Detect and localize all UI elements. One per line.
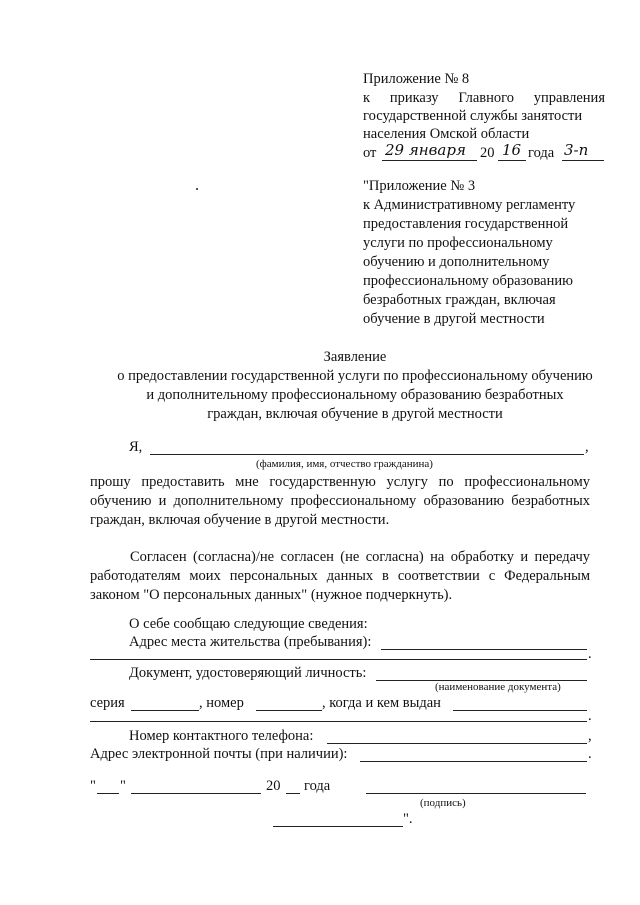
annex8-date-year-prefix: 20 <box>480 145 495 161</box>
info-intro: О себе сообщаю следующие сведения: <box>129 616 368 632</box>
annex8-order-line3: населения Омской области <box>363 126 530 142</box>
name-caption: (фамилия, имя, отчество гражданина) <box>256 458 433 470</box>
annex3-line5: обучению и дополнительному <box>363 254 550 270</box>
issued-field-continued[interactable] <box>90 721 587 722</box>
doc-title-line2: о предоставлении государственной услуги по профессиональному обучению <box>117 368 593 384</box>
request-line1: прошу предоставить мне государственную услугу по профессиональному <box>90 474 590 490</box>
series-field[interactable] <box>131 710 199 711</box>
i-label: Я, <box>129 439 143 455</box>
annex8-date-prefix: от <box>363 145 377 161</box>
closing-quote: ". <box>403 811 413 827</box>
series-label: серия <box>90 695 125 711</box>
closing-line <box>273 826 403 827</box>
address-field-continued[interactable] <box>90 659 587 660</box>
doc-title-block <box>60 348 640 424</box>
date-year-handwritten: 16 <box>502 141 522 159</box>
issued-label: , когда и кем выдан <box>322 695 441 711</box>
email-field[interactable] <box>360 761 587 762</box>
sign-month-field[interactable] <box>131 793 261 794</box>
annex3-line1: "Приложение № 3 <box>363 178 476 194</box>
consent-line3: законом "О персональных данных" (нужное подчеркнуть). <box>90 587 453 603</box>
sign-year-word: года <box>304 778 331 794</box>
annex3-line8: обучение в другой местности <box>363 311 545 327</box>
signature-caption: (подпись) <box>420 797 466 809</box>
consent-line1: Согласен (согласна)/не согласен (не согласна) на обработку и передачу <box>130 549 590 565</box>
number-field[interactable] <box>256 710 322 711</box>
doc-title-line3: и дополнительному профессиональному образованию безработных <box>146 387 564 403</box>
annex8-order-line2: государственной службы занятости <box>363 108 583 124</box>
full-name-field[interactable] <box>150 454 584 455</box>
address-label: Адрес места жительства (пребывания): <box>129 634 372 650</box>
doc-title-line4: граждан, включая обучение в другой местности <box>207 406 503 422</box>
issued-field[interactable] <box>453 710 587 711</box>
annex3-line6: профессиональному образованию <box>363 273 573 289</box>
annex3-line3: предоставления государственной <box>363 216 569 232</box>
date-day-month-handwritten: 29 января <box>385 141 466 159</box>
date-quote-open: " <box>90 778 96 794</box>
annex3-line7: безработных граждан, включая <box>363 292 556 308</box>
email-dot: . <box>588 746 592 762</box>
sign-day-field[interactable] <box>97 793 119 794</box>
request-line2: обучению и дополнительному профессиональному образованию безработных <box>90 493 590 509</box>
annex3-line4: услуги по профессиональному <box>363 235 553 251</box>
request-line3: граждан, включая обучение в другой местности. <box>90 512 390 528</box>
number-label: , номер <box>199 695 244 711</box>
phone-field[interactable] <box>327 743 587 744</box>
address-field[interactable] <box>381 649 587 650</box>
annex3-line2: к Административному регламенту <box>363 197 576 213</box>
sign-year-prefix: 20 <box>266 778 281 794</box>
annex8-date-year-word: года <box>528 145 555 161</box>
date-quote-close: " <box>120 778 126 794</box>
signature-field[interactable] <box>366 793 586 794</box>
issued-dot: . <box>588 708 592 724</box>
document-caption: (наименование документа) <box>435 681 561 693</box>
annex8-title: Приложение № 8 <box>363 71 470 87</box>
phone-comma: , <box>588 728 592 744</box>
consent-paragraph <box>90 548 590 605</box>
date-year-line <box>498 160 526 161</box>
document-label: Документ, удостоверяющий личность: <box>129 665 367 681</box>
consent-line2: работодателям моих персональных данных в соответствии с Федеральным <box>90 568 590 584</box>
order-number-line <box>562 160 604 161</box>
name-comma: , <box>585 439 589 455</box>
order-number-handwritten: 3-п <box>564 141 589 159</box>
annex8-order-line1: к приказу Главного управления <box>363 90 605 106</box>
sign-year-field[interactable] <box>286 793 300 794</box>
date-day-line <box>382 160 477 161</box>
email-label: Адрес электронной почты (при наличии): <box>90 746 348 762</box>
scan-speck <box>196 188 198 190</box>
doc-title: Заявление <box>323 349 387 365</box>
phone-label: Номер контактного телефона: <box>129 728 314 744</box>
annex3-block <box>363 177 575 329</box>
address-dot: . <box>588 646 592 662</box>
request-paragraph <box>90 473 590 530</box>
